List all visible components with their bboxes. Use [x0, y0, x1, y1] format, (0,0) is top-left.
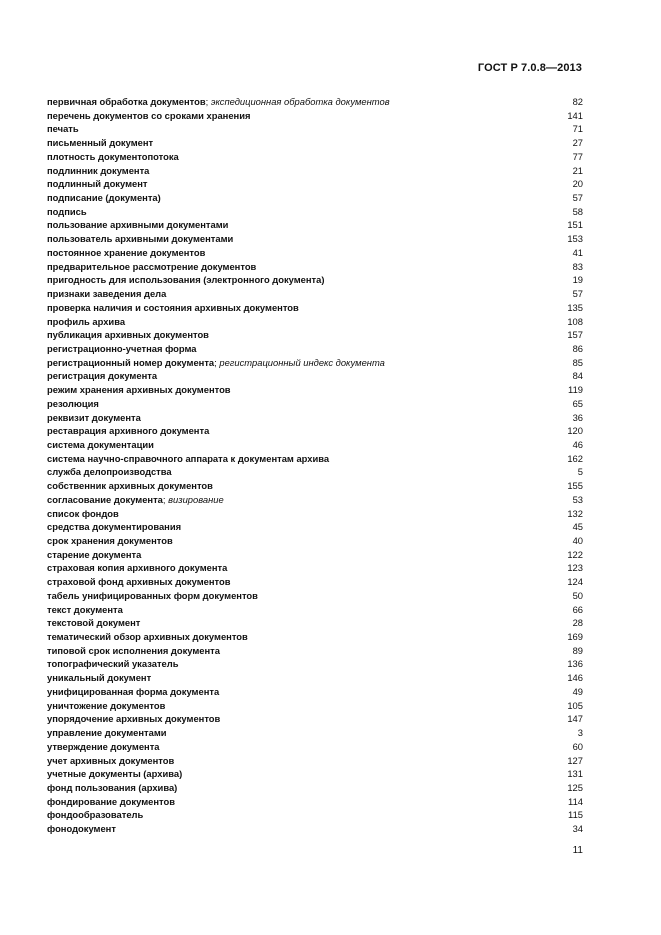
index-term-number: 19 — [572, 274, 583, 286]
index-term-number: 131 — [567, 768, 583, 780]
index-entry-terms — [47, 465, 172, 479]
index-term: учетные документы (архива) — [47, 768, 183, 780]
index-entry — [47, 369, 583, 383]
index-entry-terms — [47, 177, 148, 191]
index-term-number: 135 — [567, 301, 583, 313]
index-term-number: 34 — [572, 823, 583, 835]
index-entry — [47, 589, 583, 603]
index-entry-terms — [47, 726, 167, 740]
index-entry — [47, 342, 583, 356]
index-term: старение документа — [47, 548, 142, 560]
index-term-number: 50 — [572, 589, 583, 601]
index-entry-terms — [47, 287, 166, 301]
index-term: проверка наличия и состояния архивных документов — [47, 301, 299, 313]
index-entry-terms — [47, 315, 125, 329]
index-term-number: 132 — [567, 507, 583, 519]
index-term-number: 85 — [572, 356, 583, 368]
index-term-number: 105 — [567, 699, 583, 711]
index-entry — [47, 205, 583, 219]
index-entry — [47, 493, 583, 507]
index-entry — [47, 246, 583, 260]
index-term-number: 28 — [572, 617, 583, 629]
index-entry — [47, 397, 583, 411]
index-entry — [47, 699, 583, 713]
index-term: типовой срок исполнения документа — [47, 644, 220, 656]
index-entry — [47, 150, 583, 164]
index-entry — [47, 671, 583, 685]
index-term: пользователь архивными документами — [47, 233, 234, 245]
index-term-number: 3 — [577, 727, 583, 739]
index-term-number: 125 — [567, 781, 583, 793]
index-term: учет архивных документов — [47, 754, 175, 766]
index-entry — [47, 630, 583, 644]
index-entry-terms — [47, 438, 154, 452]
index-entry — [47, 616, 583, 630]
index-entry-terms — [47, 136, 153, 150]
index-term-number: 119 — [568, 384, 583, 396]
index-entry-terms — [47, 356, 385, 370]
index-entry-terms — [47, 411, 141, 425]
index-term-number: 89 — [572, 644, 583, 656]
index-term-number: 40 — [572, 535, 583, 546]
index-entry-terms — [47, 122, 79, 136]
page-number: 11 — [572, 845, 583, 856]
index-term: фондирование документов — [47, 795, 175, 807]
index-entry-terms — [47, 397, 99, 411]
index-entry-terms — [47, 205, 87, 219]
index-entry-terms — [47, 273, 324, 287]
index-entry — [47, 644, 583, 658]
index-term-number: 146 — [567, 672, 583, 684]
index-entry-terms — [47, 603, 123, 617]
index-term: постоянное хранение документов — [47, 246, 206, 258]
index-term: уникальный документ — [47, 672, 152, 684]
index-entry — [47, 712, 583, 726]
index-entry-terms — [47, 589, 258, 603]
index-term-synonym: визирование — [168, 493, 224, 505]
index-entry-terms — [47, 301, 299, 315]
index-term-number: 127 — [567, 754, 583, 766]
document-header: ГОСТ Р 7.0.8—2013 — [477, 62, 582, 74]
index-term: реставрация архивного документа — [47, 425, 210, 437]
index-entry — [47, 808, 583, 822]
index-term: согласование документа — [47, 493, 163, 505]
index-entry-terms — [47, 657, 178, 671]
index-entry — [47, 273, 583, 287]
index-entry-terms — [47, 781, 177, 795]
index-term: служба делопроизводства — [47, 466, 172, 478]
index-entry-terms — [47, 630, 248, 644]
index-term-number: 41 — [572, 246, 583, 258]
index-entry — [47, 767, 583, 781]
index-entry — [47, 218, 583, 232]
index-term-number: 86 — [572, 342, 583, 354]
index-entry — [47, 754, 583, 768]
index-entry — [47, 122, 583, 136]
index-entry — [47, 164, 583, 178]
index-term: режим хранения архивных документов — [47, 384, 231, 396]
index-entry-terms — [47, 232, 233, 246]
index-term-number: 108 — [567, 315, 583, 327]
index-entry — [47, 561, 583, 575]
index-term-number: 120 — [567, 425, 583, 437]
index-entry — [47, 548, 583, 562]
index-entry-terms — [47, 191, 161, 205]
index-term-number: 21 — [572, 164, 583, 176]
term-separator: ; — [214, 356, 220, 368]
index-entry-terms — [47, 150, 179, 164]
index-term-number: 84 — [572, 370, 583, 382]
index-entry — [47, 301, 583, 315]
index-entry-terms — [47, 754, 174, 768]
index-entry-terms — [47, 740, 160, 754]
index-term: табель унифицированных форм документов — [47, 589, 258, 601]
index-term-number: 155 — [567, 480, 583, 492]
index-entry — [47, 452, 583, 466]
index-term: средства документирования — [47, 521, 182, 533]
index-entry — [47, 685, 583, 699]
index-entry — [47, 603, 583, 617]
index-term-number: 77 — [572, 150, 583, 162]
index-entry — [47, 822, 583, 836]
index-term: страховой фонд архивных документов — [47, 576, 231, 588]
index-term-number: 66 — [572, 603, 583, 615]
index-term: перечень документов со сроками хранения — [47, 109, 251, 121]
index-term: текстовой документ — [47, 617, 141, 629]
index-term: печать — [47, 123, 79, 135]
index-term-number: 57 — [572, 288, 583, 300]
index-term-number: 36 — [572, 411, 583, 423]
index-entry-terms — [47, 520, 181, 534]
index-entry — [47, 136, 583, 150]
index-term-number: 71 — [572, 123, 583, 135]
index-entry-terms — [47, 328, 209, 342]
index-entry — [47, 534, 583, 548]
index-entry — [47, 657, 583, 671]
index-term-number: 58 — [572, 205, 583, 217]
index-term: подпись — [47, 205, 87, 217]
index-term-number: 141 — [567, 109, 583, 121]
index-term-number: 60 — [572, 740, 583, 752]
index-entry — [47, 424, 583, 438]
index-term: система документации — [47, 438, 154, 450]
index-term-number: 122 — [567, 548, 583, 560]
index-entry-terms — [47, 808, 143, 822]
index-term: пользование архивными документами — [47, 219, 229, 231]
index-term-number: 169 — [567, 631, 583, 643]
index-entry — [47, 315, 583, 329]
index-term: тематический обзор архивных документов — [47, 631, 248, 643]
index-entry-terms — [47, 342, 197, 356]
index-entry — [47, 520, 583, 534]
index-entry-terms — [47, 424, 209, 438]
index-entry — [47, 507, 583, 521]
index-term-number: 114 — [568, 795, 583, 807]
index-entry-terms — [47, 712, 220, 726]
index-term: собственник архивных документов — [47, 480, 213, 492]
index-term: упорядочение архивных документов — [47, 713, 221, 725]
index-term-number: 53 — [572, 493, 583, 505]
index-term: реквизит документа — [47, 411, 141, 423]
index-term-number: 20 — [572, 178, 583, 190]
index-term: срок хранения документов — [47, 535, 173, 546]
index-entry-terms — [47, 452, 329, 466]
index-term: фонодокумент — [47, 823, 116, 835]
index-entry — [47, 438, 583, 452]
index-term: регистрационный номер документа — [47, 356, 215, 368]
index-term-number: 83 — [572, 260, 583, 272]
index-term: список фондов — [47, 507, 119, 519]
index-entry — [47, 781, 583, 795]
index-entry — [47, 328, 583, 342]
index-term: подписание (документа) — [47, 192, 161, 204]
index-term-synonym: регистрационный индекс документа — [219, 356, 385, 368]
index-term: регистрация документа — [47, 370, 158, 382]
term-separator: ; — [162, 493, 169, 505]
index-term: топографический указатель — [47, 658, 179, 670]
index-entry-terms — [47, 507, 119, 521]
index-term-number: 153 — [567, 233, 583, 245]
index-term: подлинный документ — [47, 178, 148, 190]
index-entry-terms — [47, 616, 140, 630]
index-entry-terms — [47, 246, 205, 260]
index-term-number: 45 — [572, 521, 583, 533]
index-term-number: 49 — [572, 685, 583, 697]
index-term: предварительное рассмотрение документов — [47, 260, 257, 272]
term-index-list — [47, 95, 583, 836]
term-separator: ; — [205, 96, 211, 107]
index-entry — [47, 95, 583, 109]
index-entry — [47, 356, 583, 370]
index-term-number: 115 — [568, 809, 583, 821]
index-entry-terms — [47, 493, 224, 507]
index-entry-terms — [47, 671, 151, 685]
index-term: система научно-справочного аппарата к документам архива — [47, 452, 330, 464]
index-term-number: 124 — [567, 576, 583, 588]
index-term: письменный документ — [47, 137, 154, 149]
index-term: унифицированная форма документа — [47, 685, 220, 697]
index-entry-terms — [47, 795, 175, 809]
index-entry — [47, 726, 583, 740]
index-entry — [47, 383, 583, 397]
index-entry — [47, 109, 583, 123]
index-entry-terms — [47, 109, 250, 123]
index-entry-terms — [47, 561, 227, 575]
index-entry-terms — [47, 822, 116, 836]
index-entry — [47, 191, 583, 205]
index-term-number: 157 — [567, 329, 583, 341]
index-term: признаки заведения дела — [47, 288, 167, 300]
index-term: страховая копия архивного документа — [47, 562, 228, 574]
index-entry-terms — [47, 644, 220, 658]
index-term-number: 57 — [572, 192, 583, 204]
index-term-synonym: экспедиционная обработка документов — [210, 96, 390, 107]
index-term: текст документа — [47, 603, 123, 615]
index-entry — [47, 465, 583, 479]
index-entry — [47, 795, 583, 809]
index-entry — [47, 740, 583, 754]
index-term-number: 162 — [567, 452, 583, 464]
index-entry — [47, 411, 583, 425]
index-entry-terms — [47, 218, 228, 232]
index-term: фондообразователь — [47, 809, 144, 821]
index-entry-terms — [47, 95, 390, 109]
index-entry-terms — [47, 369, 157, 383]
index-term: пригодность для использования (электронного документа) — [47, 274, 325, 286]
index-term: резолюция — [47, 397, 99, 409]
index-term: публикация архивных документов — [47, 329, 209, 341]
index-term-number: 151 — [567, 219, 583, 231]
index-term: профиль архива — [47, 315, 126, 327]
index-entry-terms — [47, 575, 230, 589]
index-entry-terms — [47, 383, 231, 397]
index-entry — [47, 287, 583, 301]
index-term: уничтожение документов — [47, 699, 166, 711]
index-term-number: 65 — [572, 397, 583, 409]
index-entry-terms — [47, 260, 256, 274]
index-entry-terms — [47, 548, 141, 562]
index-term: первичная обработка документов — [47, 96, 206, 107]
index-entry-terms — [47, 685, 219, 699]
index-entry — [47, 479, 583, 493]
index-entry — [47, 575, 583, 589]
index-term-number: 147 — [567, 713, 583, 725]
index-term-number: 46 — [572, 438, 583, 450]
index-entry-terms — [47, 164, 149, 178]
index-entry-terms — [47, 699, 165, 713]
index-term-number: 82 — [572, 96, 583, 107]
index-term-number: 136 — [567, 658, 583, 670]
index-term: подлинник документа — [47, 164, 150, 176]
index-term-number: 5 — [577, 466, 583, 478]
index-entry — [47, 177, 583, 191]
index-term: управление документами — [47, 727, 167, 739]
index-entry-terms — [47, 767, 182, 781]
index-entry — [47, 232, 583, 246]
index-entry-terms — [47, 534, 173, 548]
index-term: фонд пользования (архива) — [47, 781, 178, 793]
index-term-number: 27 — [572, 137, 583, 149]
index-entry-terms — [47, 479, 213, 493]
index-term: плотность документопотока — [47, 150, 179, 162]
index-term: регистрационно-учетная форма — [47, 342, 197, 354]
index-term: утверждение документа — [47, 740, 160, 752]
index-term-number: 123 — [567, 562, 583, 574]
index-entry — [47, 260, 583, 274]
